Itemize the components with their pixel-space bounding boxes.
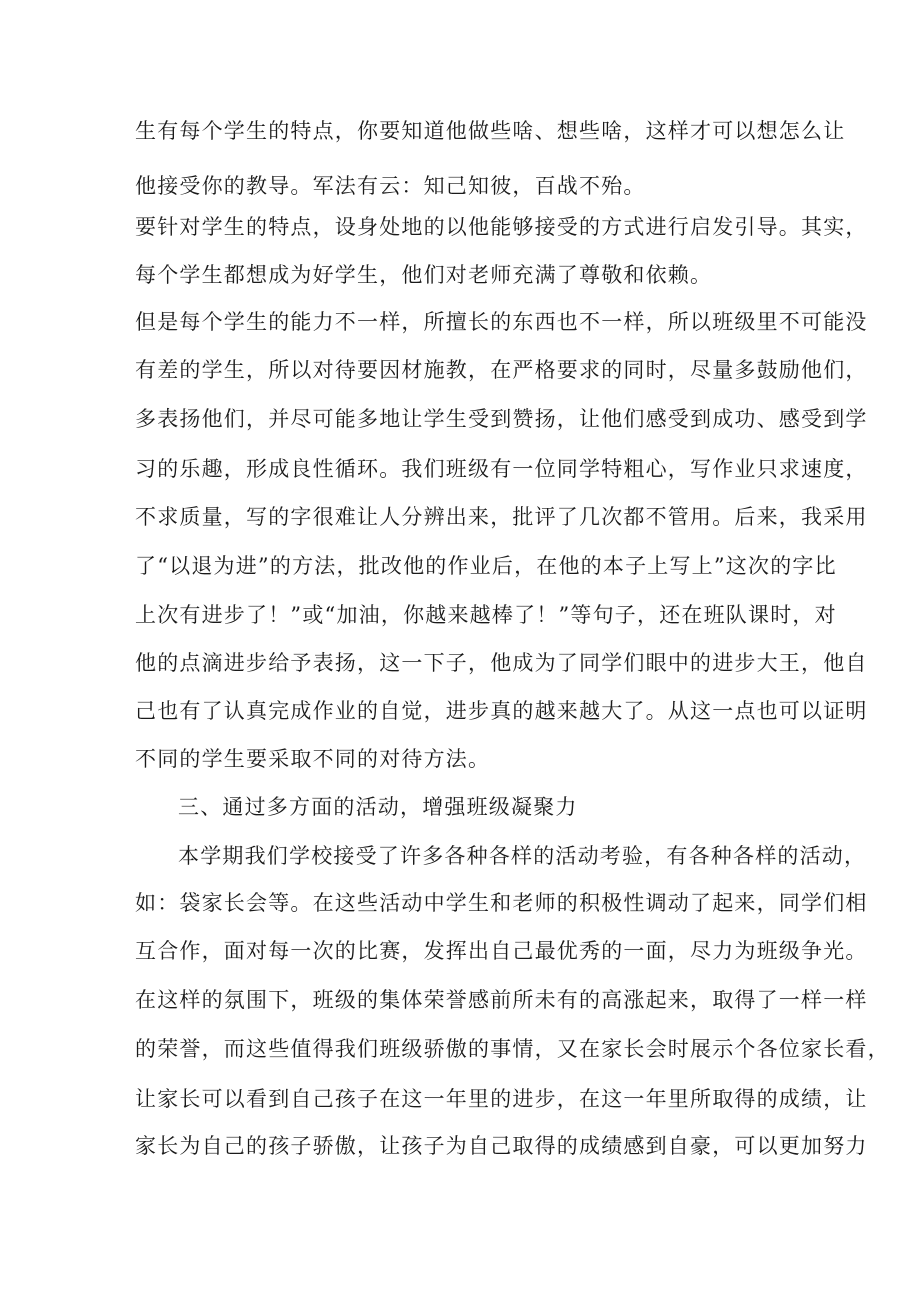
- text-line-13: 己也有了认真完成作业的自觉，进步真的越来越大了。从这一点也可以证明: [135, 699, 868, 723]
- text-line-5: 但是每个学生的能力不一样，所擅长的东西也不一样，所以班级里不可能没: [135, 310, 868, 334]
- text-line-2: 他接受你的教导。军法有云：知己知彼，百战不殆。: [135, 174, 646, 198]
- text-line-8: 习的乐趣，形成良性循环。我们班级有一位同学特粗心，写作业只求速度，: [135, 457, 868, 481]
- text-line-22: 家长为自己的孩子骄傲，让孩子为自己取得的成绩感到自豪，可以更加努力: [135, 1134, 868, 1158]
- text-line-20: 的荣誉，而这些值得我们班级骄傲的事情，又在家长会时展示个各位家长看，: [135, 1037, 890, 1061]
- text-line-19: 在这样的氛围下，班级的集体荣誉感前所未有的高涨起来，取得了一样一样: [135, 988, 868, 1012]
- text-line-9: 不求质量，写的字很难让人分辨出来，批评了几次都不管用。后来，我采用: [135, 505, 868, 529]
- text-line-6: 有差的学生，所以对待要因材施教，在严格要求的同时，尽量多鼓励他们，: [135, 358, 868, 382]
- text-line-17: 如：袋家长会等。在这些活动中学生和老师的积极性调动了起来，同学们相: [135, 891, 868, 915]
- text-line-11: 上次有进步了！”或“加油，你越来越棒了！”等句子，还在班队课时，对: [135, 603, 837, 627]
- text-line-14: 不同的学生要采取不同的对待方法。: [135, 747, 491, 771]
- text-line-7: 多表扬他们，并尽可能多地让学生受到赞扬，让他们感受到成功、感受到学: [135, 407, 868, 431]
- text-line-10: 了“以退为进”的方法，批改他的作业后，在他的本子上写上”这次的字比: [135, 554, 837, 578]
- text-line-4: 每个学生都想成为好学生，他们对老师充满了尊敬和依赖。: [135, 263, 713, 287]
- text-line-3: 要针对学生的特点，设身处地的以他能够接受的方式进行启发引导。其实，: [135, 215, 868, 239]
- text-line-18: 互合作，面对每一次的比赛，发挥出自己最优秀的一面，尽力为班级争光。: [135, 939, 868, 963]
- text-line-16: 本学期我们学校接受了许多各种各样的活动考验，有各种各样的活动，: [178, 844, 867, 868]
- text-line-1: 生有每个学生的特点，你要知道他做些啥、想些啥，这样才可以想怎么让: [135, 119, 846, 143]
- text-line-21: 让家长可以看到自己孩子在这一年里的进步，在这一年里所取得的成绩，让: [135, 1087, 868, 1111]
- section-heading: 三、通过多方面的活动，增强班级凝聚力: [178, 795, 578, 819]
- text-line-12: 他的点滴进步给予表扬，这一下子，他成为了同学们眼中的进步大王，他自: [135, 651, 868, 675]
